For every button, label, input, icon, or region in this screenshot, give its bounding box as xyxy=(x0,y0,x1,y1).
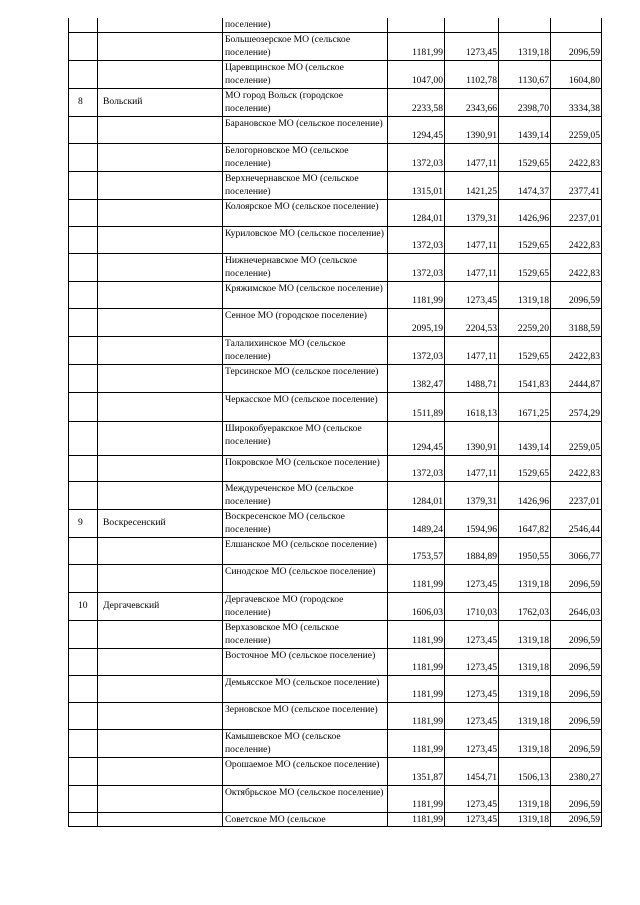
municipality-name: Демьясское МО (сельское поселение) xyxy=(223,675,388,702)
district-name xyxy=(98,199,223,226)
table-row xyxy=(69,171,602,199)
value-col-3: 1529,65 xyxy=(499,143,551,171)
municipality-name: Белогорновское МО (сельское поселение) xyxy=(223,143,388,171)
value-col-1: 1181,99 xyxy=(388,648,445,675)
district-name xyxy=(98,421,223,455)
row-number xyxy=(69,702,98,729)
district-name xyxy=(98,620,223,648)
value-col-1: 1181,99 xyxy=(388,281,445,308)
table-row xyxy=(69,116,602,143)
value-col-2: 2343,66 xyxy=(445,88,499,116)
row-number xyxy=(69,308,98,336)
row-number xyxy=(69,281,98,308)
row-number xyxy=(69,336,98,364)
row-number: 10 xyxy=(69,592,98,620)
value-col-1: 1294,45 xyxy=(388,421,445,455)
value-col-3: 1762,03 xyxy=(499,592,551,620)
value-col-2: 1273,45 xyxy=(445,32,499,60)
value-col-4: 2574,29 xyxy=(551,392,602,421)
value-col-4: 2422,83 xyxy=(551,336,602,364)
value-col-1: 1181,99 xyxy=(388,785,445,812)
value-col-4: 2096,59 xyxy=(551,32,602,60)
table-row xyxy=(69,620,602,648)
value-col-4: 2259,05 xyxy=(551,116,602,143)
value-col-1: 1181,99 xyxy=(388,564,445,592)
municipality-name: Барановское МО (сельское поселение) xyxy=(223,116,388,143)
value-col-4: 3188,59 xyxy=(551,308,602,336)
row-number: 9 xyxy=(69,509,98,537)
table-row xyxy=(69,757,602,785)
value-col-1: 1181,99 xyxy=(388,620,445,648)
row-number xyxy=(69,18,98,32)
district-name xyxy=(98,537,223,564)
value-col-4: 1604,80 xyxy=(551,60,602,88)
municipality-name: Верхнечернавское МО (сельское поселение) xyxy=(223,171,388,199)
municipality-name: Колоярское МО (сельское поселение) xyxy=(223,199,388,226)
value-col-4: 2377,41 xyxy=(551,171,602,199)
value-col-1: 1372,03 xyxy=(388,253,445,281)
municipality-name: Талалихинское МО (сельское поселение) xyxy=(223,336,388,364)
district-name: Воскресенский xyxy=(98,509,223,537)
table-row xyxy=(69,253,602,281)
row-number xyxy=(69,675,98,702)
value-col-1: 1284,01 xyxy=(388,199,445,226)
table-row xyxy=(69,729,602,757)
value-col-1: 1047,00 xyxy=(388,60,445,88)
row-number xyxy=(69,481,98,509)
value-col-2: 1379,31 xyxy=(445,481,499,509)
value-col-3: 1529,65 xyxy=(499,336,551,364)
value-col-3: 1319,18 xyxy=(499,32,551,60)
value-col-2: 1477,11 xyxy=(445,253,499,281)
municipality-name: Елшанское МО (сельское поселение) xyxy=(223,537,388,564)
municipality-name: Зерновское МО (сельское поселение) xyxy=(223,702,388,729)
value-col-4: 2096,59 xyxy=(551,620,602,648)
value-col-2: 1273,45 xyxy=(445,702,499,729)
value-col-1: 1315,01 xyxy=(388,171,445,199)
table-row xyxy=(69,675,602,702)
value-col-1: 1606,03 xyxy=(388,592,445,620)
value-col-2: 1477,11 xyxy=(445,143,499,171)
row-number xyxy=(69,143,98,171)
district-name xyxy=(98,171,223,199)
table-row xyxy=(69,812,602,827)
value-col-1: 1351,87 xyxy=(388,757,445,785)
municipality-name: Царевщинское МО (сельское поселение) xyxy=(223,60,388,88)
table-row xyxy=(69,18,602,32)
value-col-4: 2096,59 xyxy=(551,675,602,702)
row-number xyxy=(69,226,98,253)
district-name xyxy=(98,702,223,729)
row-number xyxy=(69,253,98,281)
value-col-2: 1273,45 xyxy=(445,281,499,308)
value-col-2: 1390,91 xyxy=(445,116,499,143)
municipality-name: Орошаемое МО (сельское поселение) xyxy=(223,757,388,785)
district-name xyxy=(98,648,223,675)
value-col-2: 1884,89 xyxy=(445,537,499,564)
value-col-3: 1529,65 xyxy=(499,455,551,481)
value-col-4: 2422,83 xyxy=(551,143,602,171)
value-col-3: 1474,37 xyxy=(499,171,551,199)
value-col-4: 3334,38 xyxy=(551,88,602,116)
tariff-table xyxy=(68,18,602,827)
district-name xyxy=(98,18,223,32)
table-row xyxy=(69,364,602,392)
value-col-2: 1421,25 xyxy=(445,171,499,199)
value-col-2: 1594,96 xyxy=(445,509,499,537)
table-row xyxy=(69,281,602,308)
value-col-3: 1647,82 xyxy=(499,509,551,537)
value-col-3: 1439,14 xyxy=(499,116,551,143)
value-col-4: 2096,59 xyxy=(551,702,602,729)
value-col-3: 1319,18 xyxy=(499,648,551,675)
value-col-4: 2422,83 xyxy=(551,253,602,281)
municipality-name: МО город Вольск (городское поселение) xyxy=(223,88,388,116)
value-col-3: 1950,55 xyxy=(499,537,551,564)
value-col-4: 2422,83 xyxy=(551,455,602,481)
value-col-3: 1439,14 xyxy=(499,421,551,455)
value-col-2: 1390,91 xyxy=(445,421,499,455)
value-col-4: 2096,59 xyxy=(551,648,602,675)
value-col-4: 2096,59 xyxy=(551,785,602,812)
value-col-2: 1488,71 xyxy=(445,364,499,392)
row-number xyxy=(69,648,98,675)
municipality-name: Куриловское МО (сельское поселение) xyxy=(223,226,388,253)
value-col-4: 2380,27 xyxy=(551,757,602,785)
value-col-3: 1426,96 xyxy=(499,481,551,509)
district-name xyxy=(98,281,223,308)
table-row xyxy=(69,702,602,729)
row-number xyxy=(69,564,98,592)
value-col-1: 1372,03 xyxy=(388,455,445,481)
district-name xyxy=(98,116,223,143)
value-col-4: 2096,59 xyxy=(551,729,602,757)
district-name xyxy=(98,564,223,592)
value-col-1: 1181,99 xyxy=(388,812,445,827)
district-name xyxy=(98,253,223,281)
value-col-2: 1618,13 xyxy=(445,392,499,421)
row-number xyxy=(69,116,98,143)
row-number xyxy=(69,392,98,421)
row-number xyxy=(69,812,98,827)
municipality-name: Черкасское МО (сельское поселение) xyxy=(223,392,388,421)
table-row xyxy=(69,308,602,336)
district-name xyxy=(98,226,223,253)
value-col-2: 1379,31 xyxy=(445,199,499,226)
row-number xyxy=(69,455,98,481)
value-col-1: 1753,57 xyxy=(388,537,445,564)
row-number xyxy=(69,171,98,199)
value-col-2 xyxy=(445,18,499,32)
value-col-1 xyxy=(388,18,445,32)
municipality-name: Советское МО (сельское xyxy=(223,812,388,827)
value-col-2: 1273,45 xyxy=(445,785,499,812)
row-number xyxy=(69,364,98,392)
table-row xyxy=(69,564,602,592)
value-col-2: 1273,45 xyxy=(445,675,499,702)
value-col-3: 1506,13 xyxy=(499,757,551,785)
value-col-4 xyxy=(551,18,602,32)
municipality-name: Кряжимское МО (сельское поселение) xyxy=(223,281,388,308)
municipality-name: Большеозерское МО (сельское поселение) xyxy=(223,32,388,60)
value-col-3: 1426,96 xyxy=(499,199,551,226)
value-col-3: 2398,70 xyxy=(499,88,551,116)
municipality-name: Синодское МО (сельское поселение) xyxy=(223,564,388,592)
municipality-name: Октябрьское МО (сельское поселение) xyxy=(223,785,388,812)
value-col-2: 1454,71 xyxy=(445,757,499,785)
table-row xyxy=(69,455,602,481)
table-row xyxy=(69,648,602,675)
value-col-3 xyxy=(499,18,551,32)
row-number xyxy=(69,60,98,88)
table-row xyxy=(69,88,602,116)
district-name xyxy=(98,336,223,364)
value-col-3: 1529,65 xyxy=(499,226,551,253)
value-col-3: 2259,20 xyxy=(499,308,551,336)
row-number xyxy=(69,757,98,785)
value-col-2: 1477,11 xyxy=(445,455,499,481)
value-col-4: 2422,83 xyxy=(551,226,602,253)
row-number xyxy=(69,785,98,812)
value-col-1: 1372,03 xyxy=(388,143,445,171)
value-col-2: 1273,45 xyxy=(445,812,499,827)
municipality-name: поселение) xyxy=(223,18,388,32)
value-col-1: 1181,99 xyxy=(388,675,445,702)
value-col-3: 1319,18 xyxy=(499,620,551,648)
value-col-1: 1382,47 xyxy=(388,364,445,392)
table-row xyxy=(69,392,602,421)
row-number xyxy=(69,537,98,564)
district-name xyxy=(98,364,223,392)
value-col-1: 1372,03 xyxy=(388,336,445,364)
district-name: Дергачевский xyxy=(98,592,223,620)
table-body xyxy=(69,18,602,827)
value-col-4: 2096,59 xyxy=(551,564,602,592)
district-name xyxy=(98,785,223,812)
row-number xyxy=(69,620,98,648)
value-col-2: 1102,78 xyxy=(445,60,499,88)
district-name xyxy=(98,392,223,421)
value-col-4: 3066,77 xyxy=(551,537,602,564)
district-name xyxy=(98,812,223,827)
district-name xyxy=(98,143,223,171)
value-col-1: 1284,01 xyxy=(388,481,445,509)
municipality-name: Покровское МО (сельское поселение) xyxy=(223,455,388,481)
value-col-4: 2096,59 xyxy=(551,281,602,308)
row-number xyxy=(69,32,98,60)
table-row xyxy=(69,785,602,812)
value-col-4: 2259,05 xyxy=(551,421,602,455)
value-col-3: 1541,83 xyxy=(499,364,551,392)
municipality-name: Междуреченское МО (сельское поселение) xyxy=(223,481,388,509)
district-name xyxy=(98,481,223,509)
value-col-4: 2444,87 xyxy=(551,364,602,392)
value-col-1: 1511,89 xyxy=(388,392,445,421)
value-col-4: 2096,59 xyxy=(551,812,602,827)
value-col-4: 2237,01 xyxy=(551,481,602,509)
table-row xyxy=(69,481,602,509)
municipality-name: Сенное МО (городское поселение) xyxy=(223,308,388,336)
value-col-3: 1319,18 xyxy=(499,675,551,702)
municipality-name: Нижнечернавское МО (сельское поселение) xyxy=(223,253,388,281)
row-number xyxy=(69,729,98,757)
table-row xyxy=(69,592,602,620)
value-col-3: 1319,18 xyxy=(499,729,551,757)
district-name xyxy=(98,729,223,757)
table-row xyxy=(69,226,602,253)
row-number xyxy=(69,199,98,226)
value-col-2: 1710,03 xyxy=(445,592,499,620)
table-row xyxy=(69,421,602,455)
value-col-3: 1319,18 xyxy=(499,702,551,729)
value-col-1: 1294,45 xyxy=(388,116,445,143)
table-row xyxy=(69,143,602,171)
value-col-4: 2546,44 xyxy=(551,509,602,537)
value-col-1: 1489,24 xyxy=(388,509,445,537)
municipality-name: Широкобуеракское МО (сельское поселение) xyxy=(223,421,388,455)
municipality-name: Восточное МО (сельское поселение) xyxy=(223,648,388,675)
table-row xyxy=(69,336,602,364)
value-col-2: 1273,45 xyxy=(445,620,499,648)
value-col-2: 1273,45 xyxy=(445,564,499,592)
municipality-name: Дергачевское МО (городское поселение) xyxy=(223,592,388,620)
value-col-1: 1181,99 xyxy=(388,32,445,60)
value-col-1: 2095,19 xyxy=(388,308,445,336)
value-col-1: 2233,58 xyxy=(388,88,445,116)
municipality-name: Воскресенское МО (сельское поселение) xyxy=(223,509,388,537)
row-number: 8 xyxy=(69,88,98,116)
value-col-3: 1319,18 xyxy=(499,812,551,827)
value-col-2: 1273,45 xyxy=(445,648,499,675)
municipality-name: Камышевское МО (сельское поселение) xyxy=(223,729,388,757)
district-name xyxy=(98,757,223,785)
value-col-2: 2204,53 xyxy=(445,308,499,336)
district-name xyxy=(98,308,223,336)
value-col-1: 1372,03 xyxy=(388,226,445,253)
value-col-3: 1529,65 xyxy=(499,253,551,281)
value-col-2: 1273,45 xyxy=(445,729,499,757)
value-col-4: 2646,03 xyxy=(551,592,602,620)
value-col-3: 1130,67 xyxy=(499,60,551,88)
value-col-1: 1181,99 xyxy=(388,729,445,757)
value-col-3: 1319,18 xyxy=(499,564,551,592)
district-name xyxy=(98,32,223,60)
value-col-4: 2237,01 xyxy=(551,199,602,226)
municipality-name: Верхазовское МО (сельское поселение) xyxy=(223,620,388,648)
table-row xyxy=(69,199,602,226)
table-row xyxy=(69,60,602,88)
row-number xyxy=(69,421,98,455)
value-col-3: 1671,25 xyxy=(499,392,551,421)
value-col-2: 1477,11 xyxy=(445,336,499,364)
table-row xyxy=(69,32,602,60)
district-name xyxy=(98,60,223,88)
district-name: Вольский xyxy=(98,88,223,116)
value-col-1: 1181,99 xyxy=(388,702,445,729)
value-col-3: 1319,18 xyxy=(499,785,551,812)
table-row xyxy=(69,537,602,564)
district-name xyxy=(98,675,223,702)
district-name xyxy=(98,455,223,481)
value-col-3: 1319,18 xyxy=(499,281,551,308)
table-row xyxy=(69,509,602,537)
municipality-name: Терсинское МО (сельское поселение) xyxy=(223,364,388,392)
value-col-2: 1477,11 xyxy=(445,226,499,253)
